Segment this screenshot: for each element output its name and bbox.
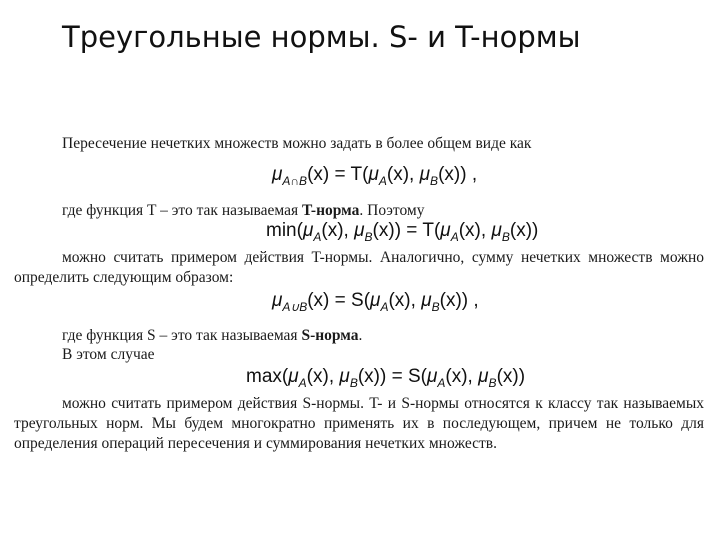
min-formula: $\min(\mu_A(x)$, $\mu_B(x)) = T(\mu_A(x)$, $\mu_B(x)$) [266, 220, 539, 244]
intersection-formula: $\mu_{A\cap B}(x) = T(\mu_A(x)$, $\mu_B(x)$) , [272, 164, 478, 188]
s-norm-example-paragraph: можно считать примером действия S-нормы. T- и S-нормы относятся к классу так называемых треугольных норм. Мы будем многократно применять их в последующем, причем не только для определения операций пересечения и суммирования нечетких множеств. [14, 395, 704, 452]
t-norm-term: T-норма [302, 202, 360, 219]
s-norm-case: В этом случае [62, 346, 155, 363]
t-norm-definition: где функция T – это так называемая T-норма. Поэтому [62, 202, 425, 219]
intro-paragraph: Пересечение нечетких множеств можно задать в более общем виде как [62, 135, 532, 152]
s-norm-definition: где функция S – это так называемая S-норма. [62, 327, 363, 344]
s-norm-term: S-норма [301, 327, 359, 344]
slide-title: Треугольные нормы. S- и T-нормы [62, 20, 581, 54]
max-formula: $\max(\mu_A(x)$, $\mu_B(x)) = S(\mu_A(x)$, $\mu_B(x)$) [246, 366, 526, 390]
t-norm-example-paragraph: можно считать примером действия T-нормы. Аналогично, сумму нечетких множеств можно определить следующим образом: [14, 249, 704, 286]
union-formula: $\mu_{A\cup B}(x) = S(\mu_A(x)$, $\mu_B(x)$) , [272, 290, 479, 314]
